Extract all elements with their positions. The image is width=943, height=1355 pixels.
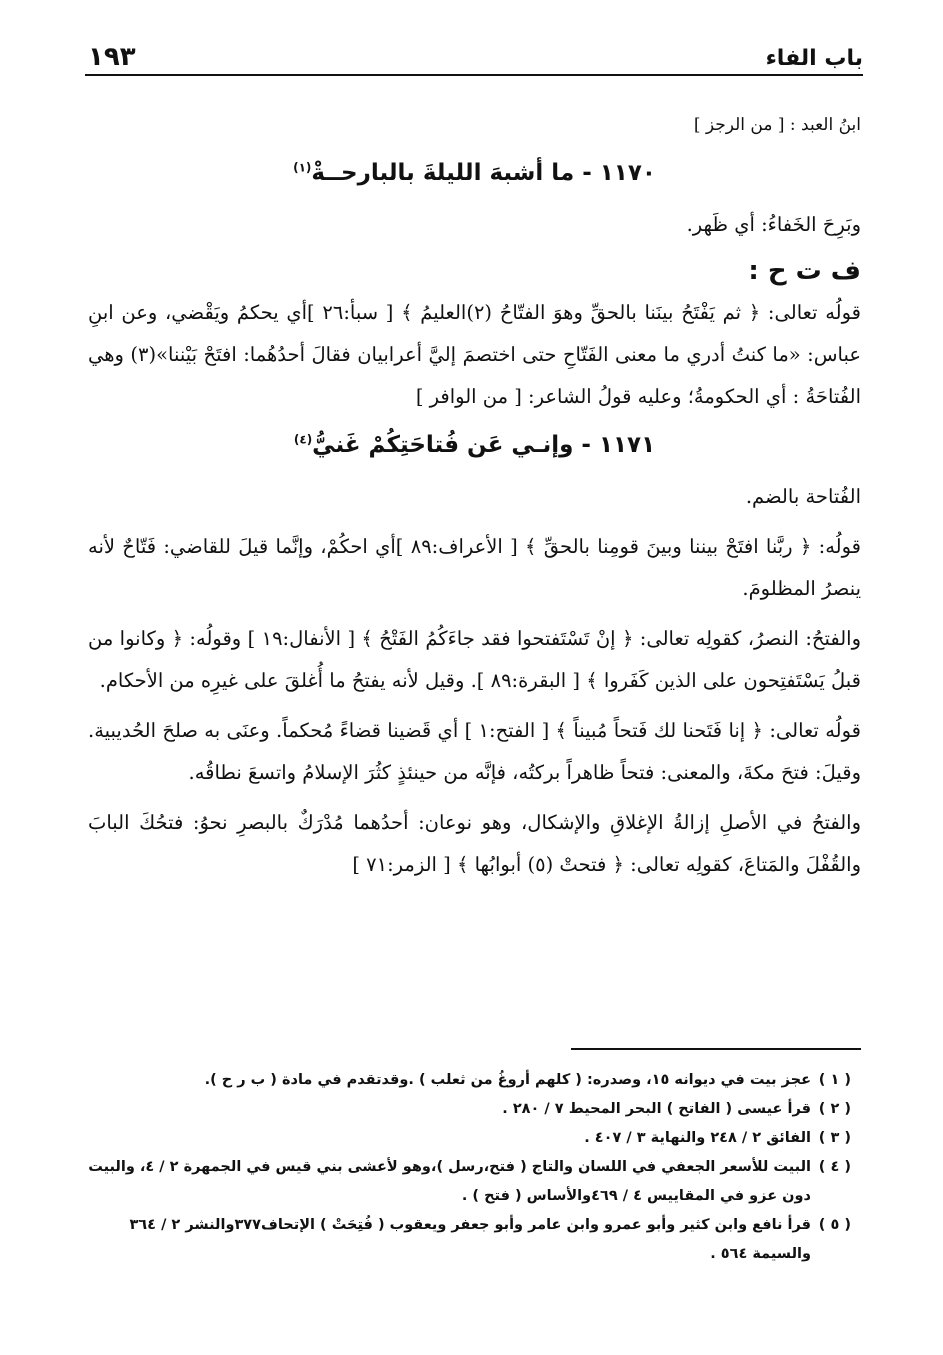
verse-1171-note-ref: (٤) <box>293 432 313 447</box>
footnotes <box>88 1066 851 1269</box>
paragraph-asl: والفتحُ في الأصلِ إزالةُ الإغلاقِ والإشكال، وهو نوعان: أحدُهما مُدْرَكٌ بالبصرِ نحوُ: فتحُكَ البابَ والقُفْلَ والمَتاعَ، كقولِه تعالى: ﴿ فتحتْ (٥) أبوابُها ﴾ [ الزمر:٧١ ] <box>88 811 861 876</box>
verse-1170-note-ref: (١) <box>293 160 312 175</box>
paragraph-fatah: قولُه تعالى: ﴿ ثم يَفْتَحُ بينَنا بالحقِّ وهوَ الفتّاحُ (٢)العليمُ ﴾ [ سبأ:٢٦ ]أي يحكمُ ويَقْضي، وعن ابنِ عباس: «ما كنتُ أدري ما معنى الفَتّاحِ حتى اختصمَ إليَّ أعرابيان فقالَ أحدُهُما: افتَحْ بَيْننا»(٣) وهي الفُتاحَةُ : أي الحكومةُ؛ وعليه قولُ الشاعر: [ من الوافر ] <box>88 301 861 408</box>
footnote-5 <box>88 1211 851 1269</box>
paragraph-rabbana: قولُه: ﴿ ربَّنا افتَحْ بيننا وبينَ قومِنا بالحقِّ ﴾ [ الأعراف:٨٩ ]أي احكُمْ، وإنَّما قيلَ للقاضي: فَتّاحٌ لأنه ينصرُ المظلومَ. <box>88 535 861 600</box>
footnote-number: ( ٤ ) <box>818 1159 851 1175</box>
footnote-4 <box>88 1153 851 1211</box>
page-number: ١٩٣ <box>88 42 136 72</box>
footnote-number: ( ٥ ) <box>818 1217 851 1233</box>
verse-1171-text: ١١٧١ - وإنـي عَن فُتاحَتِكُمْ غَنيُّ <box>312 432 656 458</box>
verse-1170 <box>88 152 861 194</box>
footnote-text: قرأ عيسى ( الفاتح ) البحر المحيط ٧ / ٢٨٠ . <box>502 1101 811 1117</box>
footnote-text: قرأ نافع وابن كثير وأبو عمرو وابن عامر وأبو جعفر ويعقوب ( فُتِحَتْ ) الإتحاف٣٧٧والنشر ٢ / ٣٦٤ والسيمة ٥٦٤ . <box>129 1217 811 1262</box>
footnote-text: البيت للأسعر الجعفي في اللسان والتاج ( فتح،رسل )،وهو لأعشى بني قيس في الجمهرة ٢ / ٤، والبيت دون عزو في المقاييس ٤ / ٤٦٩والأساس ( فتح ) . <box>88 1159 811 1204</box>
footnote-1 <box>88 1066 851 1095</box>
footnote-number: ( ٣ ) <box>818 1130 851 1146</box>
line-futaha: الفُتاحة بالضم. <box>745 485 861 508</box>
line-baraha: وبَرِحَ الخَفاءُ: أي ظَهر. <box>686 213 861 236</box>
header-divider <box>85 74 863 76</box>
chapter-title: باب الفاء <box>765 46 863 71</box>
footnote-divider <box>571 1048 861 1050</box>
footnote-text: الفائق ٢ / ٢٤٨ والنهاية ٣ / ٤٠٧ . <box>584 1130 811 1146</box>
footnote-2 <box>88 1095 851 1124</box>
page-header <box>88 30 863 70</box>
verse-1171 <box>88 424 861 466</box>
footnote-3 <box>88 1124 851 1153</box>
intro-line: ابنُ العبد : [ من الرجز ] <box>693 115 861 135</box>
verse-1170-text: ١١٧٠ - ما أشبهَ الليلةَ بالبارحــةْ <box>311 160 656 186</box>
footnote-number: ( ٢ ) <box>818 1101 851 1117</box>
paragraph-nasr: والفتحُ: النصرُ، كقولِه تعالى: ﴿ إنْ تَسْتَفتحوا فقد جاءَكُمُ الفَتْحُ ﴾ [ الأنفال:١٩ ] وقولُه: ﴿ وكانوا من قبلُ يَسْتَفتِحون على الذين كَفَروا ﴾ [ البقرة:٨٩ ]. وقيل لأنه يفتحُ ما أُغلقَ على غيرِه من الأحكام. <box>88 627 861 692</box>
main-text <box>88 104 861 886</box>
footnote-text: عجز بيت في ديوانه ١٥، وصدره: ( كلهم أروغُ من ثعلب ) .وقدتقدم في مادة ( ب ر ح ). <box>204 1072 811 1088</box>
root-heading: ف ت ح : <box>748 256 861 286</box>
footnote-number: ( ١ ) <box>818 1072 851 1088</box>
paragraph-fath-mubin: قولُه تعالى: ﴿ إنا فَتَحنا لك فَتحاً مُبيناً ﴾ [ الفتح:١ ] أي قَضينا قضاءً مُحكماً. وعنَى به صلحَ الحُديبية. وقيلَ: فتحَ مكةَ، والمعنى: فتحاً ظاهراً بركتُه، فإنَّه من حينئذٍ كثُرَ الإسلامُ واتسعَ نطاقُه. <box>88 719 861 784</box>
